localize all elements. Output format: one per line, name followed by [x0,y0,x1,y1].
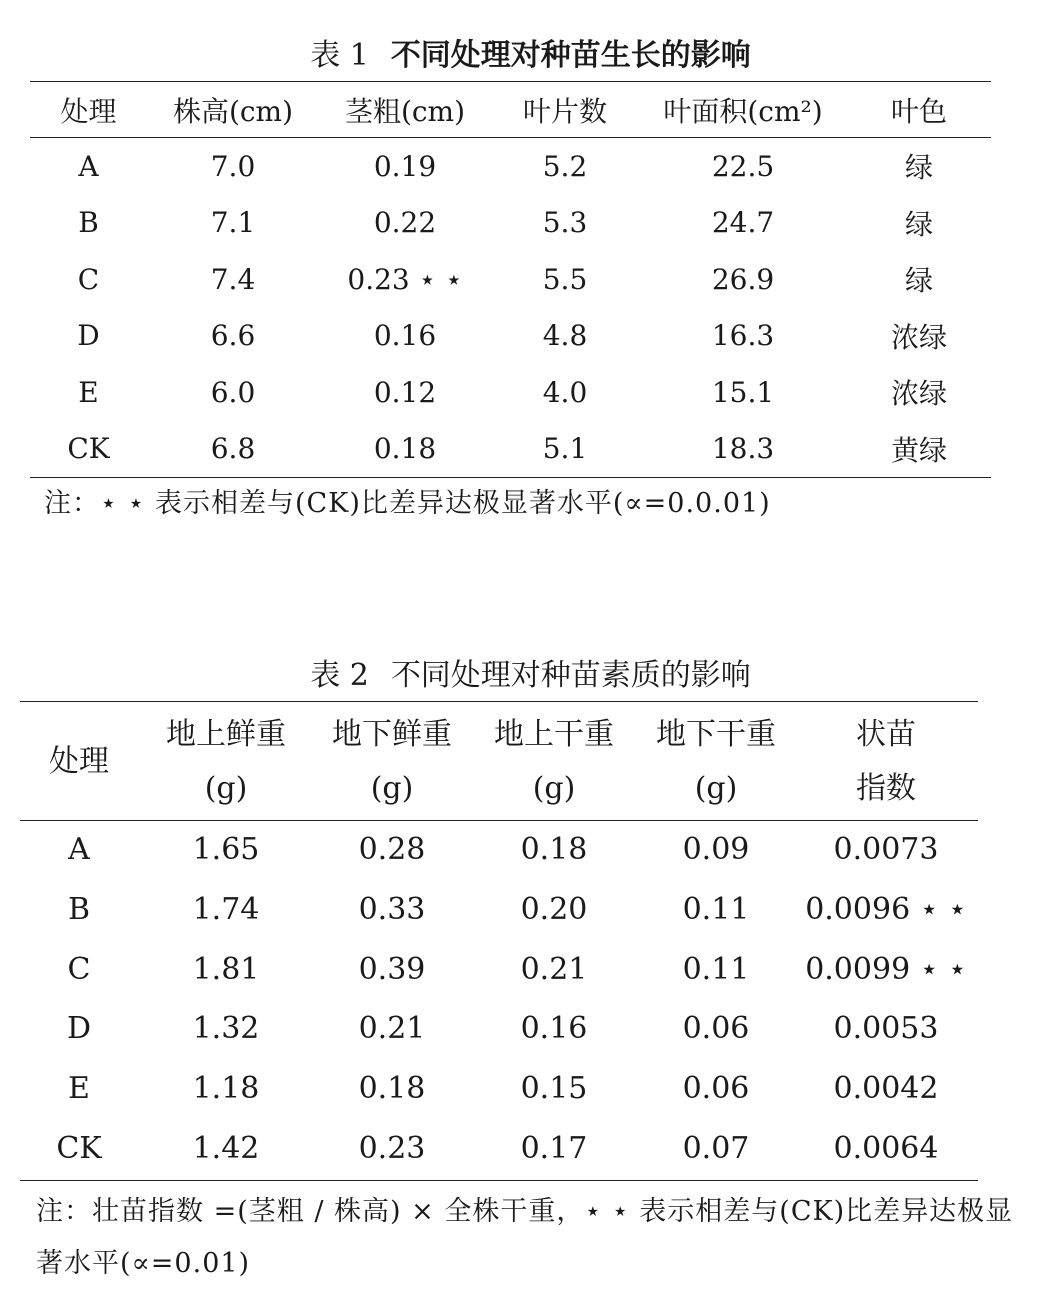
table1-column-header: 株高(cm) [172,95,294,128]
table1-row [30,195,991,252]
table1-cell: D [77,319,100,353]
table2-cell: 1.18 [192,1071,260,1107]
table1-caption-number: 表 1 [310,38,369,73]
table2-row [20,1118,978,1178]
table2-note: 注：壮苗指数 =(茎粗 / 株高) × 全株干重，⋆ ⋆ 表示相差与(CK)比差异达极显著水平(∝=0.01) [36,1196,1014,1279]
table2-cell: 0.16 [520,1011,588,1047]
table1-caption-title: 不同处理对种苗生长的影响 [390,38,751,73]
table2-header-line1: 处理 [49,744,109,779]
table1-cell: 0.19 [373,149,437,183]
table1-column-header: 叶片数 [522,95,607,128]
table1-cell: 7.4 [210,262,256,296]
table1-cell: CK [67,432,110,466]
table2-column-header [20,704,138,820]
table2-cell: 0.11 [682,892,750,928]
table2-top-rule [20,701,978,702]
table2-cell: 0.18 [520,832,588,868]
table1-cell: 0.22 [373,206,437,240]
table1-cell: 绿 [904,264,933,298]
table2-body [20,820,978,1178]
table2-header-line2: (g) [204,771,248,806]
table1-cell: 22.5 [711,149,775,183]
table2-column-header [794,704,978,820]
table1-cell: 15.1 [711,375,775,409]
table1-cell: 绿 [904,207,933,241]
table2-cell: 0.06 [682,1071,750,1107]
table1-column-header: 茎粗(cm) [344,95,466,128]
table1-row [30,136,991,195]
table1-cell: 24.7 [711,206,775,240]
table2-cell: 0.0053 [833,1011,939,1047]
table2-cell: B [67,892,91,928]
table2-header [20,704,978,820]
table1-cell: 0.18 [373,432,437,466]
table2-cell: E [68,1071,90,1107]
table1-cell: 4.8 [542,319,588,353]
table1-cell: 0.12 [373,375,437,409]
table2-cell: 0.33 [358,892,426,928]
table2-header-line2: (g) [370,771,414,806]
table1-caption [0,30,1061,74]
table2-cell: 0.06 [682,1011,750,1047]
table2-header-line1: 地下干重 [656,717,776,752]
table1-cell: 0.23 ⋆ ⋆ [347,262,463,296]
table1-cell: 5.1 [542,432,588,466]
table1-cell: 26.9 [711,262,775,296]
table1-cell: 7.0 [210,149,256,183]
table2-row [20,880,978,940]
table1-row [30,364,991,421]
table2-cell: 1.65 [192,832,260,868]
table1-cell: 6.6 [210,319,256,353]
table1-cell: 浓绿 [890,377,947,411]
table1-note: 注：⋆ ⋆ 表示相差与(CK)比差异达极显著水平(∝=0.0.01) [44,488,771,519]
table2-cell: 0.15 [520,1071,588,1107]
table2-cell: A [68,832,90,868]
table1-cell: 黄绿 [890,433,947,467]
table1-body [30,136,991,477]
table1-cell: C [77,262,100,296]
table2-cell: 0.23 [358,1130,426,1166]
table1-cell: 0.16 [373,319,437,353]
table2-row [20,1059,978,1119]
table2-header-line1: 状苗 [856,717,916,752]
table1-cell: 7.1 [210,206,256,240]
table1-cell: A [78,149,99,183]
table2-cell: 1.42 [192,1130,260,1166]
table2-cell: CK [56,1130,102,1166]
table2-row [20,820,978,880]
table2-header-line2: (g) [694,771,738,806]
table1-top-rule [30,81,991,82]
table2-cell: 0.0064 [833,1130,939,1166]
table2-cell: 0.21 [520,951,588,987]
table2-caption [0,650,1061,694]
table2-cell: 1.81 [192,951,260,987]
table1-row [30,308,991,365]
table2-cell: 0.18 [358,1071,426,1107]
table2-row [20,939,978,999]
table2-header-line1: 地上干重 [494,717,614,752]
table2-row [20,999,978,1059]
table1-row [30,421,991,478]
table1-row [30,251,991,308]
table2-header-line2: (g) [532,771,576,806]
table1-column-header: 处理 [60,95,117,128]
table2-cell: 1.74 [192,892,260,928]
table2-cell: 0.11 [682,951,750,987]
table2-caption-title: 不同处理对种苗素质的影响 [390,658,751,693]
table2-cell: 0.39 [358,951,426,987]
table1-cell: 6.8 [210,432,256,466]
table2-cell: 0.0099 ⋆ ⋆ [805,951,967,987]
table2-header-line1: 地下鲜重 [332,717,452,752]
table2-cell: 0.09 [682,832,750,868]
table2-cell: 0.28 [358,832,426,868]
table2-cell: C [67,951,91,987]
table2-header-line1: 地上鲜重 [166,717,286,752]
table2-cell: 0.0042 [833,1071,939,1107]
table1-cell: 5.3 [542,206,588,240]
table2-cell: D [66,1011,92,1047]
table2-column-header [314,704,470,820]
table2-cell: 0.20 [520,892,588,928]
table2-header-line2: 指数 [856,771,916,806]
table1-column-header: 叶面积(cm²) [663,95,823,128]
table2-column-header [138,704,314,820]
table1-cell: 6.0 [210,375,256,409]
table2 [20,704,978,1178]
table1-cell: 绿 [904,151,933,185]
table1-cell: 4.0 [542,375,588,409]
table2-bottom-rule [20,1180,978,1181]
table2-column-header [638,704,794,820]
table1-cell: 18.3 [711,432,775,466]
table1-cell: 5.5 [542,262,588,296]
table2-caption-number: 表 2 [310,658,369,693]
table2-cell: 0.17 [520,1130,588,1166]
table2-cell: 0.0096 ⋆ ⋆ [805,892,967,928]
table1 [30,84,991,477]
table1-cell: 5.2 [542,149,588,183]
table2-cell: 0.21 [358,1011,426,1047]
table2-cell: 0.0073 [833,832,939,868]
table1-cell: E [78,375,99,409]
table1-cell: B [78,206,99,240]
table1-cell: 16.3 [711,319,775,353]
table2-cell: 1.32 [192,1011,260,1047]
table2-cell: 0.07 [682,1130,750,1166]
table1-header [30,84,991,136]
table1-cell: 浓绿 [890,320,947,354]
table1-column-header: 叶色 [890,95,947,128]
table2-column-header [470,704,638,820]
